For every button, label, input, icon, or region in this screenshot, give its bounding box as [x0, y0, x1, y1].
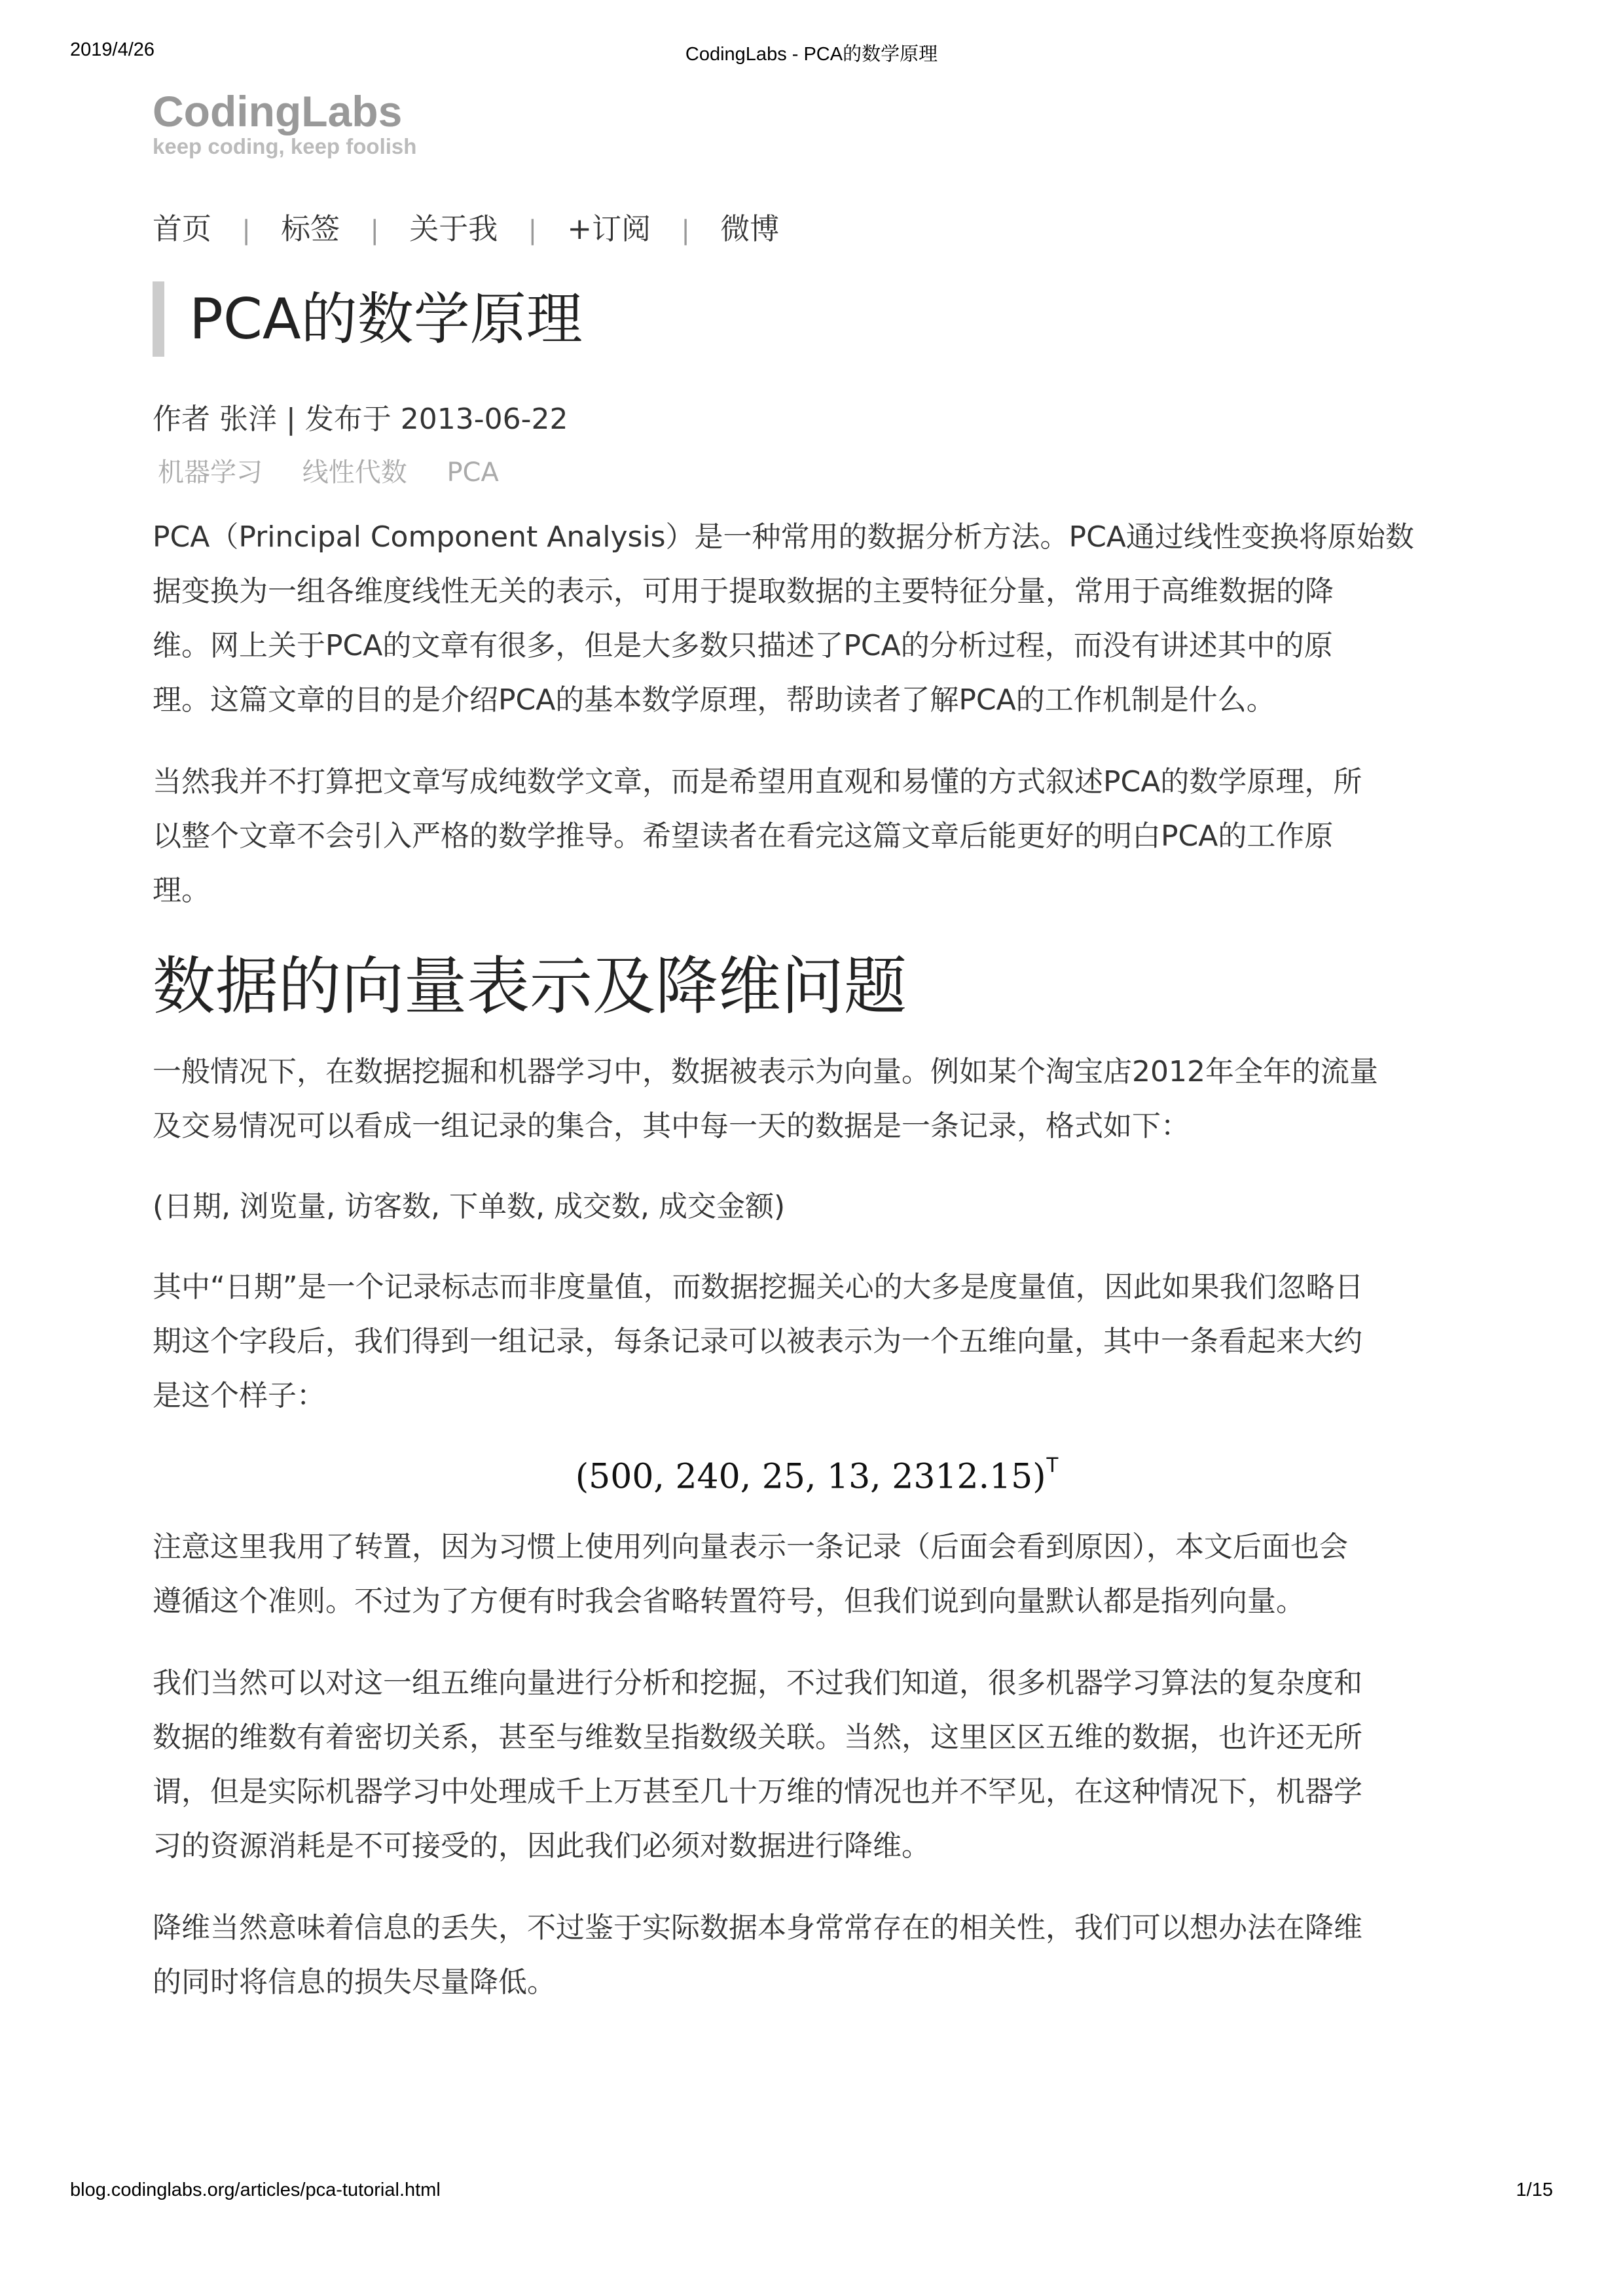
print-url: blog.codinglabs.org/articles/pca-tutorial.html [70, 2179, 441, 2200]
text-line: 谓，但是实际机器学习中处理成千上万甚至几十万维的情况也并不罕见，在这种情况下，机器学 [153, 1775, 1362, 1809]
article-title: PCA的数学原理 [189, 286, 583, 352]
vector-formula [153, 1443, 1482, 1503]
text-line: 降维当然意味着信息的丢失，不过鉴于实际数据本身常常存在的相关性，我们可以想办法在降维 [153, 1911, 1362, 1945]
site-tagline: keep coding, keep foolish [153, 134, 417, 158]
text-line: 一般情况下，在数据挖掘和机器学习中，数据被表示为向量。例如某个淘宝店2012年全年的流量 [153, 1055, 1378, 1088]
page-content [153, 85, 1482, 2009]
nav-home[interactable]: 首页 [153, 211, 212, 246]
tag-link[interactable]: 机器学习 [158, 457, 263, 488]
paragraph-2 [153, 755, 1482, 918]
text-line: 的同时将信息的损失尽量降低。 [153, 1965, 556, 2000]
nav-weibo[interactable]: 微博 [720, 211, 780, 246]
text-line: 注意这里我用了转置，因为习惯上使用列向量表示一条记录（后面会看到原因），本文后面也会 [153, 1530, 1348, 1564]
nav-about[interactable]: 关于我 [409, 211, 498, 246]
text-line: 我们当然可以对这一组五维向量进行分析和挖掘，不过我们知道，很多机器学习算法的复杂度和 [153, 1666, 1362, 1700]
nav-separator: | [528, 215, 538, 245]
main-nav [153, 209, 1482, 249]
print-footer [0, 2179, 1623, 2212]
print-title: CodingLabs - PCA的数学原理 [685, 44, 938, 65]
text-line: PCA（Principal Component Analysis）是一种常用的数据分析方法。PCA通过线性变换将原始数 [153, 520, 1414, 554]
text-line: 习的资源消耗是不可接受的，因此我们必须对数据进行降维。 [153, 1829, 930, 1863]
article-meta: 作者 张洋 | 发布于 2013-06-22 [153, 403, 568, 436]
nav-separator: | [242, 215, 251, 245]
text-line: 遵循这个准则。不过为了方便有时我会省略转置符号，但我们说到向量默认都是指列向量。 [153, 1585, 1305, 1619]
text-line: 数据的维数有着密切关系，甚至与维数呈指数级关联。当然，这里区区五维的数据，也许还无所 [153, 1721, 1362, 1755]
paragraph-5 [153, 1260, 1482, 1423]
tag-link[interactable]: 线性代数 [302, 457, 407, 488]
print-date: 2019/4/26 [70, 39, 155, 60]
text-line: 其中“日期”是一个记录标志而非度量值，而数据挖掘关心的大多是度量值，因此如果我们忽略日 [153, 1270, 1364, 1304]
nav-separator: | [681, 215, 690, 245]
transpose-superscript: T [1046, 1453, 1059, 1477]
nav-separator: | [370, 215, 379, 245]
nav-tags[interactable]: 标签 [281, 211, 340, 246]
record-format: (日期, 浏览量, 访客数, 下单数, 成交数, 成交金额) [153, 1190, 786, 1223]
site-logo-text[interactable]: CodingLabs [153, 87, 403, 135]
nav-subscribe[interactable]: +订阅 [567, 211, 651, 246]
text-line: 是这个样子： [153, 1379, 325, 1412]
text-line: 及交易情况可以看成一组记录的集合，其中每一天的数据是一条记录，格式如下： [153, 1109, 1190, 1143]
text-line: 当然我并不打算把文章写成纯数学文章，而是希望用直观和易懂的方式叙述PCA的数学原理，所 [153, 765, 1362, 798]
paragraph-3 [153, 1045, 1482, 1153]
paragraph-6 [153, 1520, 1482, 1628]
section-heading: 数据的向量表示及降维问题 [153, 950, 907, 1023]
print-header [0, 39, 1623, 72]
article-tags [153, 456, 1482, 489]
text-line: 理。 [153, 874, 210, 907]
paragraph-8 [153, 1901, 1482, 2009]
text-line: 据变换为一组各维度线性无关的表示，可用于提取数据的主要特征分量，常用于高维数据的降 [153, 575, 1334, 608]
formula-body: (500, 240, 25, 13, 2312.15) [575, 1457, 1046, 1497]
article-title-block [153, 281, 1482, 357]
text-line: 维。网上关于PCA的文章有很多，但是大多数只描述了PCA的分析过程，而没有讲述其中的原 [153, 629, 1333, 662]
tag-link[interactable]: PCA [447, 457, 499, 488]
site-brand [153, 85, 1482, 170]
intro-paragraph [153, 510, 1482, 727]
text-line: 以整个文章不会引入严格的数学推导。希望读者在看完这篇文章后能更好的明白PCA的工作原 [153, 819, 1334, 853]
paragraph-7 [153, 1656, 1482, 1873]
text-line: 理。这篇文章的目的是介绍PCA的基本数学原理，帮助读者了解PCA的工作机制是什么。 [153, 683, 1275, 717]
page-number: 1/15 [1516, 2179, 1553, 2200]
text-line: 期这个字段后，我们得到一组记录，每条记录可以被表示为一个五维向量，其中一条看起来大约 [153, 1325, 1362, 1358]
